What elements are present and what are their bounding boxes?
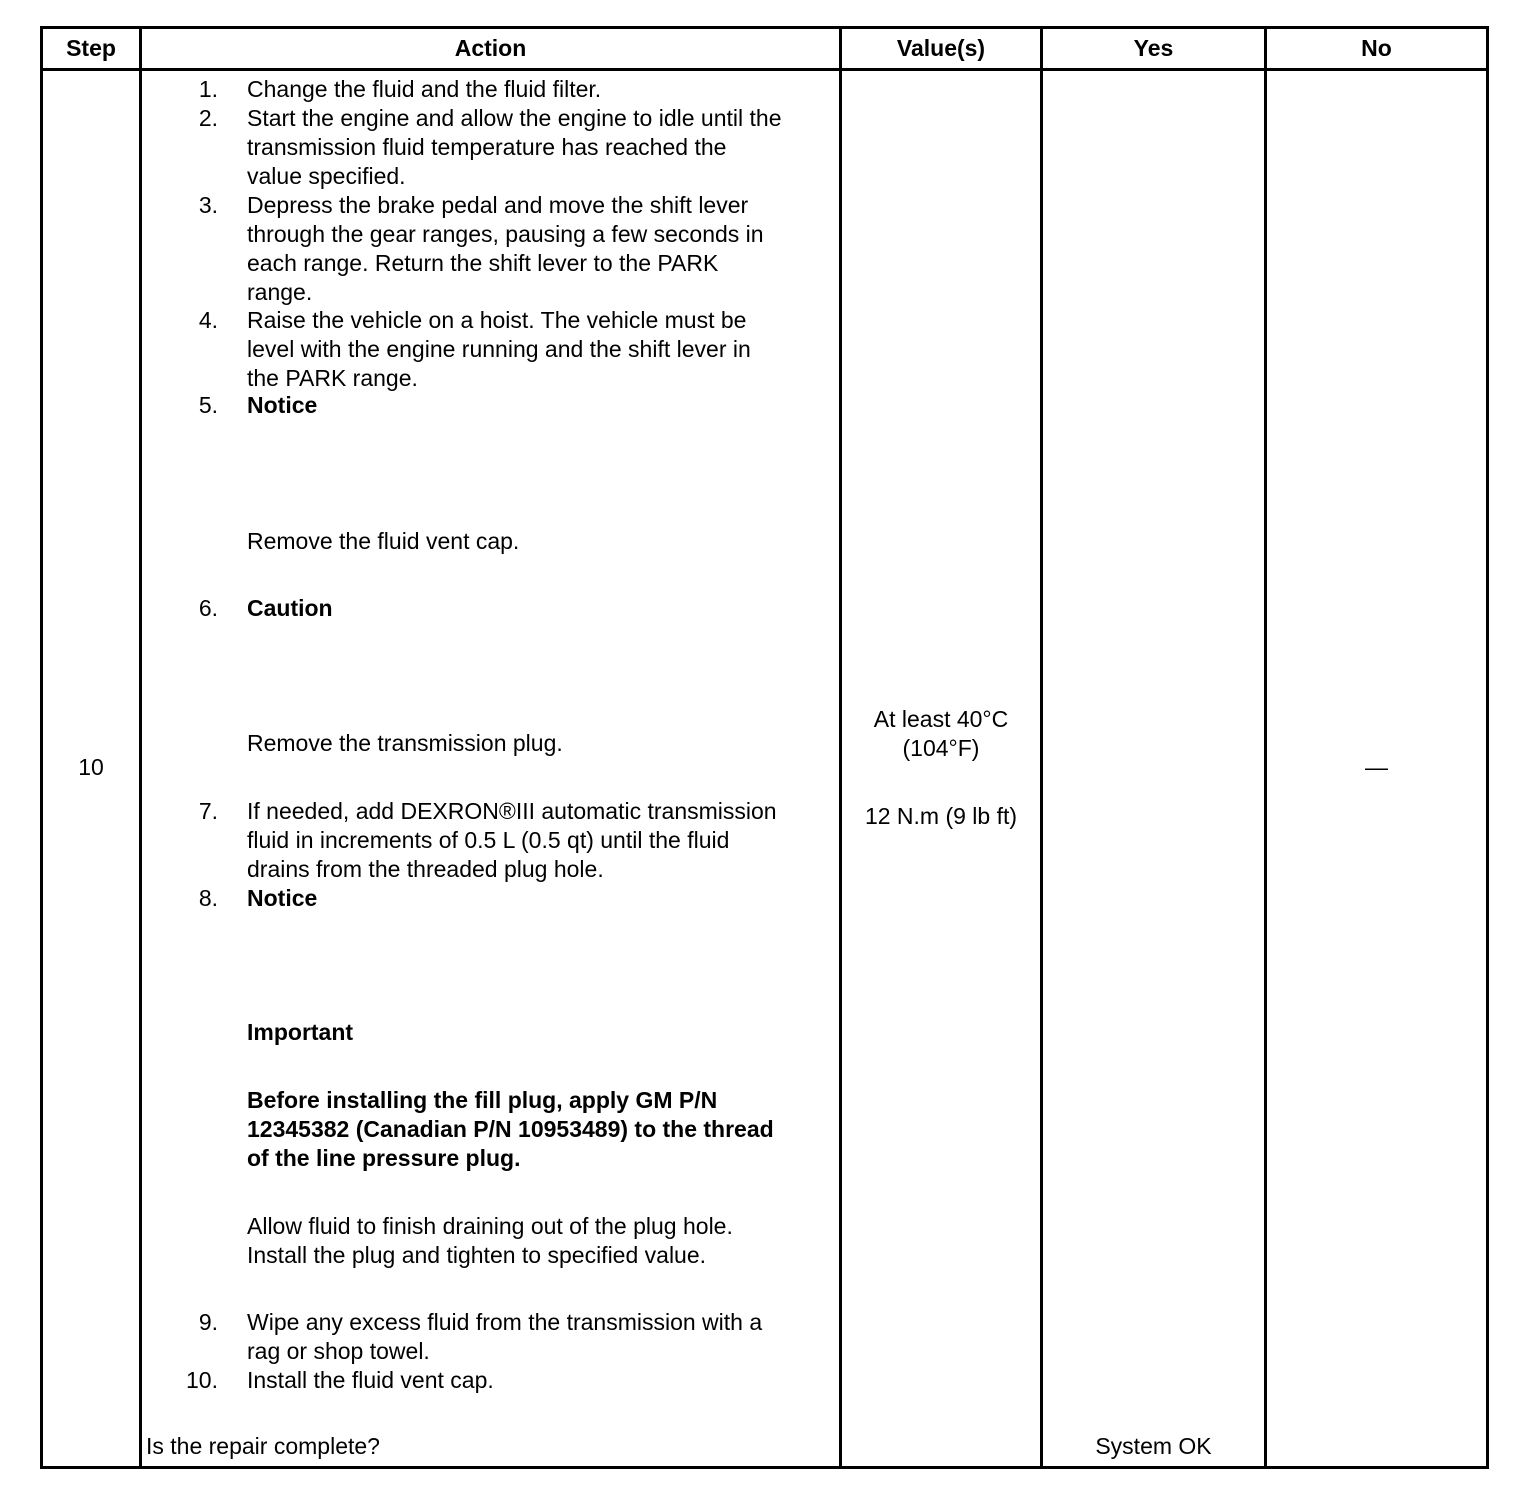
important-text-line: 12345382 (Canadian P/N 10953489) to the thread <box>247 1116 774 1142</box>
header-yes: Yes <box>1133 35 1174 61</box>
step-item-number: 1. <box>198 76 218 102</box>
column-divider <box>1264 29 1267 1466</box>
step-number: 10 <box>78 754 104 780</box>
header-action: Action <box>454 35 527 61</box>
step-item-text-line: the PARK range. <box>247 365 418 391</box>
step-item-text-line: level with the engine running and the shift lever in <box>247 336 751 362</box>
step-item-heading: Notice <box>247 392 318 418</box>
column-divider <box>139 29 142 1466</box>
step-item-number: 6. <box>198 595 218 621</box>
value-temperature-f: (104°F) <box>902 735 980 761</box>
value-torque: 12 N.m (9 lb ft) <box>864 803 1018 829</box>
important-text-line: of the line pressure plug. <box>247 1145 521 1171</box>
step-item-number: 3. <box>198 192 218 218</box>
step-item-number: 2. <box>198 105 218 131</box>
step-item-text-line: Allow fluid to finish draining out of the plug hole. <box>247 1213 733 1239</box>
value-temperature: At least 40°C <box>873 706 1009 732</box>
header-divider <box>43 68 1486 71</box>
header-values: Value(s) <box>896 35 986 61</box>
step-item-number: 5. <box>198 392 218 418</box>
step-item-text-line: Install the plug and tighten to specified value. <box>247 1242 707 1268</box>
step-item-text-line: Depress the brake pedal and move the shift lever <box>247 192 749 218</box>
step-item-number: 8. <box>198 885 218 911</box>
step-item-text-line: Change the fluid and the fluid filter. <box>247 76 602 102</box>
step-item-text-line: If needed, add DEXRON®III automatic transmission <box>247 798 777 824</box>
step-item-text-line: Wipe any excess fluid from the transmission with a <box>247 1309 763 1335</box>
step-item-text-line: fluid in increments of 0.5 L (0.5 qt) until the fluid <box>247 827 730 853</box>
step-item-text-line: Remove the transmission plug. <box>247 730 563 756</box>
important-text-line: Before installing the fill plug, apply GM P/N <box>247 1087 718 1113</box>
step-item-heading: Caution <box>247 595 333 621</box>
step-item-number: 7. <box>198 798 218 824</box>
step-item-text-line: range. <box>247 279 313 305</box>
step-item-text-line: each range. Return the shift lever to the PARK <box>247 250 719 276</box>
step-item-text-line: transmission fluid temperature has reached the <box>247 134 727 160</box>
step-item-heading: Notice <box>247 885 318 911</box>
repair-question: Is the repair complete? <box>146 1433 380 1459</box>
step-item-number: 10. <box>186 1367 218 1393</box>
header-step: Step <box>66 35 116 61</box>
step-item-text-line: Start the engine and allow the engine to idle until the <box>247 105 782 131</box>
yes-result: System OK <box>1095 1433 1212 1459</box>
step-item-text-line: through the gear ranges, pausing a few seconds in <box>247 221 764 247</box>
step-item-text-line: drains from the threaded plug hole. <box>247 856 604 882</box>
important-label: Important <box>247 1019 354 1045</box>
step-item-text-line: Install the fluid vent cap. <box>247 1367 494 1393</box>
header-no: No <box>1361 35 1392 61</box>
step-item-number: 4. <box>198 307 218 333</box>
step-item-number: 9. <box>198 1309 218 1335</box>
no-result: — <box>1365 754 1388 780</box>
step-item-text-line: Raise the vehicle on a hoist. The vehicle must be <box>247 307 747 333</box>
step-item-text-line: value specified. <box>247 163 406 189</box>
step-item-text-line: rag or shop towel. <box>247 1338 430 1364</box>
step-item-text-line: Remove the fluid vent cap. <box>247 528 520 554</box>
column-divider <box>1040 29 1043 1466</box>
